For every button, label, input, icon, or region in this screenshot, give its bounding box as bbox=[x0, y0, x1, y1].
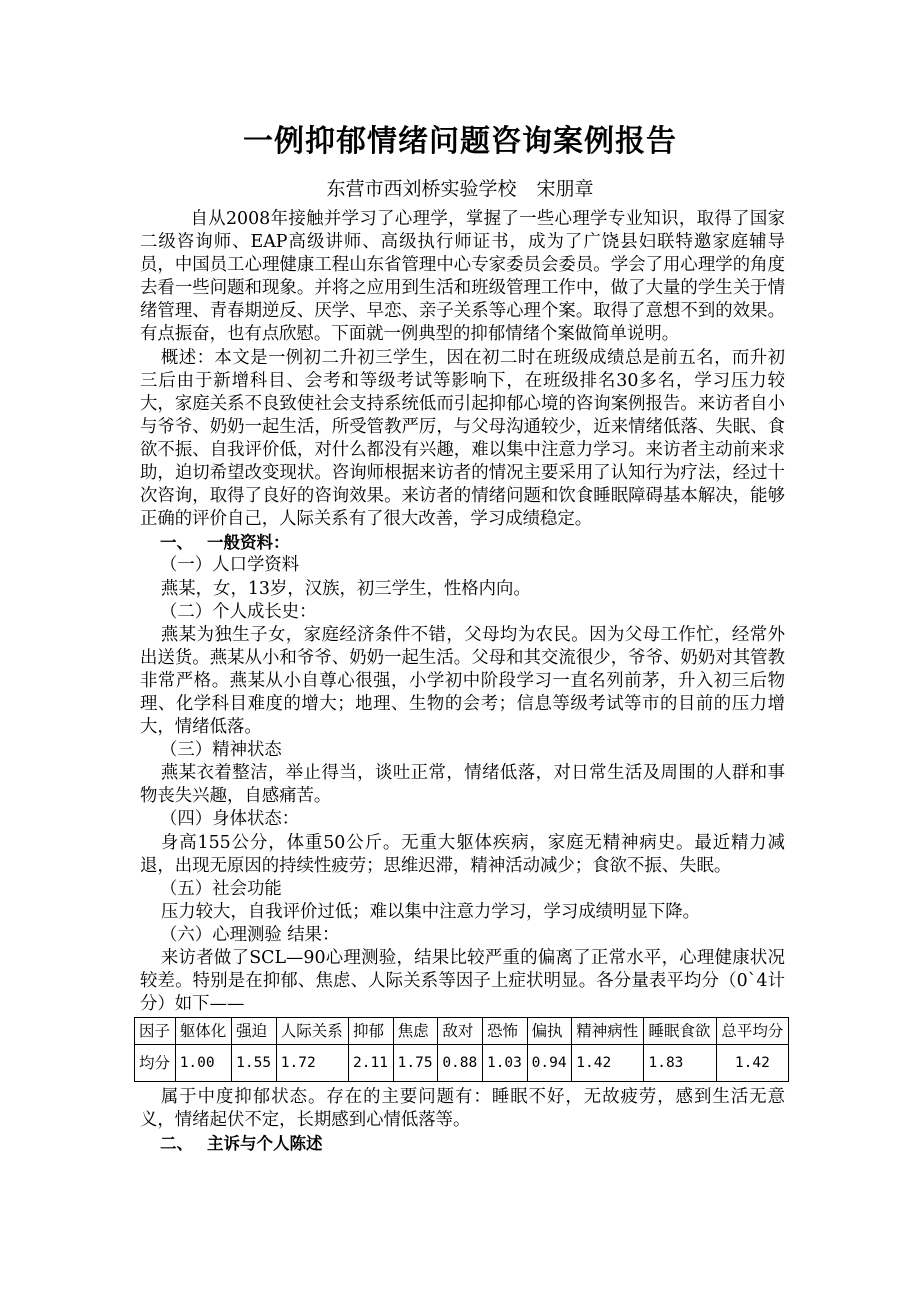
table-header-cell: 强迫 bbox=[232, 1018, 277, 1045]
table-header-cell: 躯体化 bbox=[175, 1018, 231, 1045]
subsection-text: 身高155公分，体重50公斤。无重大躯体疾病，家庭无精神病史。最近精力减退，出现无原因的持续性疲劳；思维迟滞，精神活动减少；食欲不振、失眠。 bbox=[140, 832, 785, 876]
subsection-heading: （四）身体状态： bbox=[160, 809, 300, 830]
table-header-cell: 敌对 bbox=[438, 1018, 483, 1045]
conclusion-paragraph: 属于中度抑郁状态。存在的主要问题有：睡眠不好，无故疲劳，感到生活无意义，情绪起伏不定，长期感到心情低落等。 bbox=[140, 1087, 785, 1131]
summary-paragraph: 概述：本文是一例初二升初三学生，因在初二时在班级成绩总是前五名，而升初三后由于新增科目、会考和等级考试等影响下，在班级排名30多名，学习压力较大，家庭关系不良致使社会支持系统低而引起抑郁心境的咨询案例报告。来访者自小与爷爷、奶奶一起生活，所受管教严厉，与父母沟通较少，近来情绪低落、失眠、食欲不振、自我评价低，对什么都没有兴趣，难以集中注意力学习。来访者主动前来求助，迫切希望改变现状。咨询师根据来访者的情况主要采用了认知行为疗法，经过十次咨询，取得了良好的咨询效果。来访者的情绪问题和饮食睡眠障碍基本解决，能够正确的评价自己，人际关系有了很大改善，学习成绩稳定。 bbox=[140, 347, 785, 530]
table-cell: 1.03 bbox=[482, 1045, 527, 1082]
table-cell: 1.75 bbox=[393, 1045, 438, 1082]
table-header-cell: 总平均分 bbox=[716, 1018, 788, 1045]
author-name: 宋朋章 bbox=[536, 178, 594, 200]
table-row bbox=[135, 1045, 789, 1082]
subsection-heading: （一）人口学资料 bbox=[160, 555, 300, 576]
subsection-heading: （二）个人成长史： bbox=[160, 601, 317, 622]
scl90-score-table bbox=[134, 1017, 789, 1082]
document-title: 一例抑郁情绪问题咨询案例报告 bbox=[243, 124, 677, 159]
author-line bbox=[0, 174, 920, 201]
section-1-heading bbox=[140, 531, 785, 554]
table-header-cell: 睡眠食欲 bbox=[644, 1018, 716, 1045]
subsection-heading: （三）精神状态 bbox=[160, 740, 282, 761]
subsection-heading: （六）心理测验 结果： bbox=[160, 924, 340, 945]
subsection-text: 压力较大，自我评价过低；难以集中注意力学习，学习成绩明显下降。 bbox=[160, 901, 700, 922]
section-1-number: 一、 bbox=[160, 533, 193, 553]
table-cell: 1.83 bbox=[644, 1045, 716, 1082]
table-header-cell: 偏执 bbox=[527, 1018, 572, 1045]
section-2-title: 主诉与个人陈述 bbox=[207, 1134, 323, 1154]
intro-paragraph: 自从2008年接触并学习了心理学，掌握了一些心理学专业知识，取得了国家二级咨询师、EAP高级讲师、高级执行师证书，成为了广饶县妇联特邀家庭辅导员，中国员工心理健康工程山东省管理中心专家委员会委员。学会了用心理学的角度去看一些问题和现象。并将之应用到生活和班级管理工作中，做了大量的学生关于情绪管理、青春期逆反、厌学、早恋、亲子关系等心理个案。取得了意想不到的效果。有点振奋，也有点欣慰。下面就一例典型的抑郁情绪个案做简单说明。 bbox=[140, 209, 785, 345]
table-cell: 2.11 bbox=[349, 1045, 394, 1082]
table-row-label: 均分 bbox=[135, 1045, 176, 1082]
table-header-cell: 人际关系 bbox=[276, 1018, 348, 1045]
subsection-text: 燕某，女，13岁，汉族，初三学生，性格内向。 bbox=[160, 578, 531, 599]
table-cell: 1.55 bbox=[232, 1045, 277, 1082]
table-header-cell: 恐怖 bbox=[482, 1018, 527, 1045]
section-2-heading bbox=[140, 1132, 785, 1155]
author-school: 东营市西刘桥实验学校 bbox=[326, 178, 517, 200]
table-cell: 0.88 bbox=[438, 1045, 483, 1082]
table-cell: 1.42 bbox=[716, 1045, 788, 1082]
table-header-row bbox=[135, 1018, 789, 1045]
document-body bbox=[140, 208, 785, 1156]
table-cell: 0.94 bbox=[527, 1045, 572, 1082]
table-header-cell: 因子 bbox=[135, 1018, 176, 1045]
section-2-number: 二、 bbox=[160, 1134, 193, 1154]
section-1-title: 一般资料： bbox=[207, 533, 290, 553]
table-header-cell: 精神病性 bbox=[572, 1018, 644, 1045]
table-header-cell: 抑郁 bbox=[349, 1018, 394, 1045]
subsection-heading: （五）社会功能 bbox=[160, 878, 282, 899]
table-cell: 1.42 bbox=[572, 1045, 644, 1082]
subsection-text: 燕某为独生子女，家庭经济条件不错，父母均为农民。因为父母工作忙，经常外出送货。燕某从小和爷爷、奶奶一起生活。父母和其交流很少，爷爷、奶奶对其管教非常严格。燕某从小自尊心很强，小学初中阶段学习一直名列前茅，升入初三后物理、化学科目难度的增大；地理、生物的会考；信息等级考试等市的目前的压力增大，情绪低落。 bbox=[140, 624, 785, 738]
table-cell: 1.72 bbox=[276, 1045, 348, 1082]
table-cell: 1.00 bbox=[175, 1045, 231, 1082]
table-header-cell: 焦虑 bbox=[393, 1018, 438, 1045]
subsection-text: 燕某衣着整洁，举止得当，谈吐正常，情绪低落，对日常生活及周围的人群和事物丧失兴趣，自感痛苦。 bbox=[140, 763, 785, 807]
subsection-text: 来访者做了SCL—90心理测验，结果比较严重的偏离了正常水平，心理健康状况较差。特别是在抑郁、焦虑、人际关系等因子上症状明显。各分量表平均分（0`4计分）如下—— bbox=[140, 948, 785, 1015]
